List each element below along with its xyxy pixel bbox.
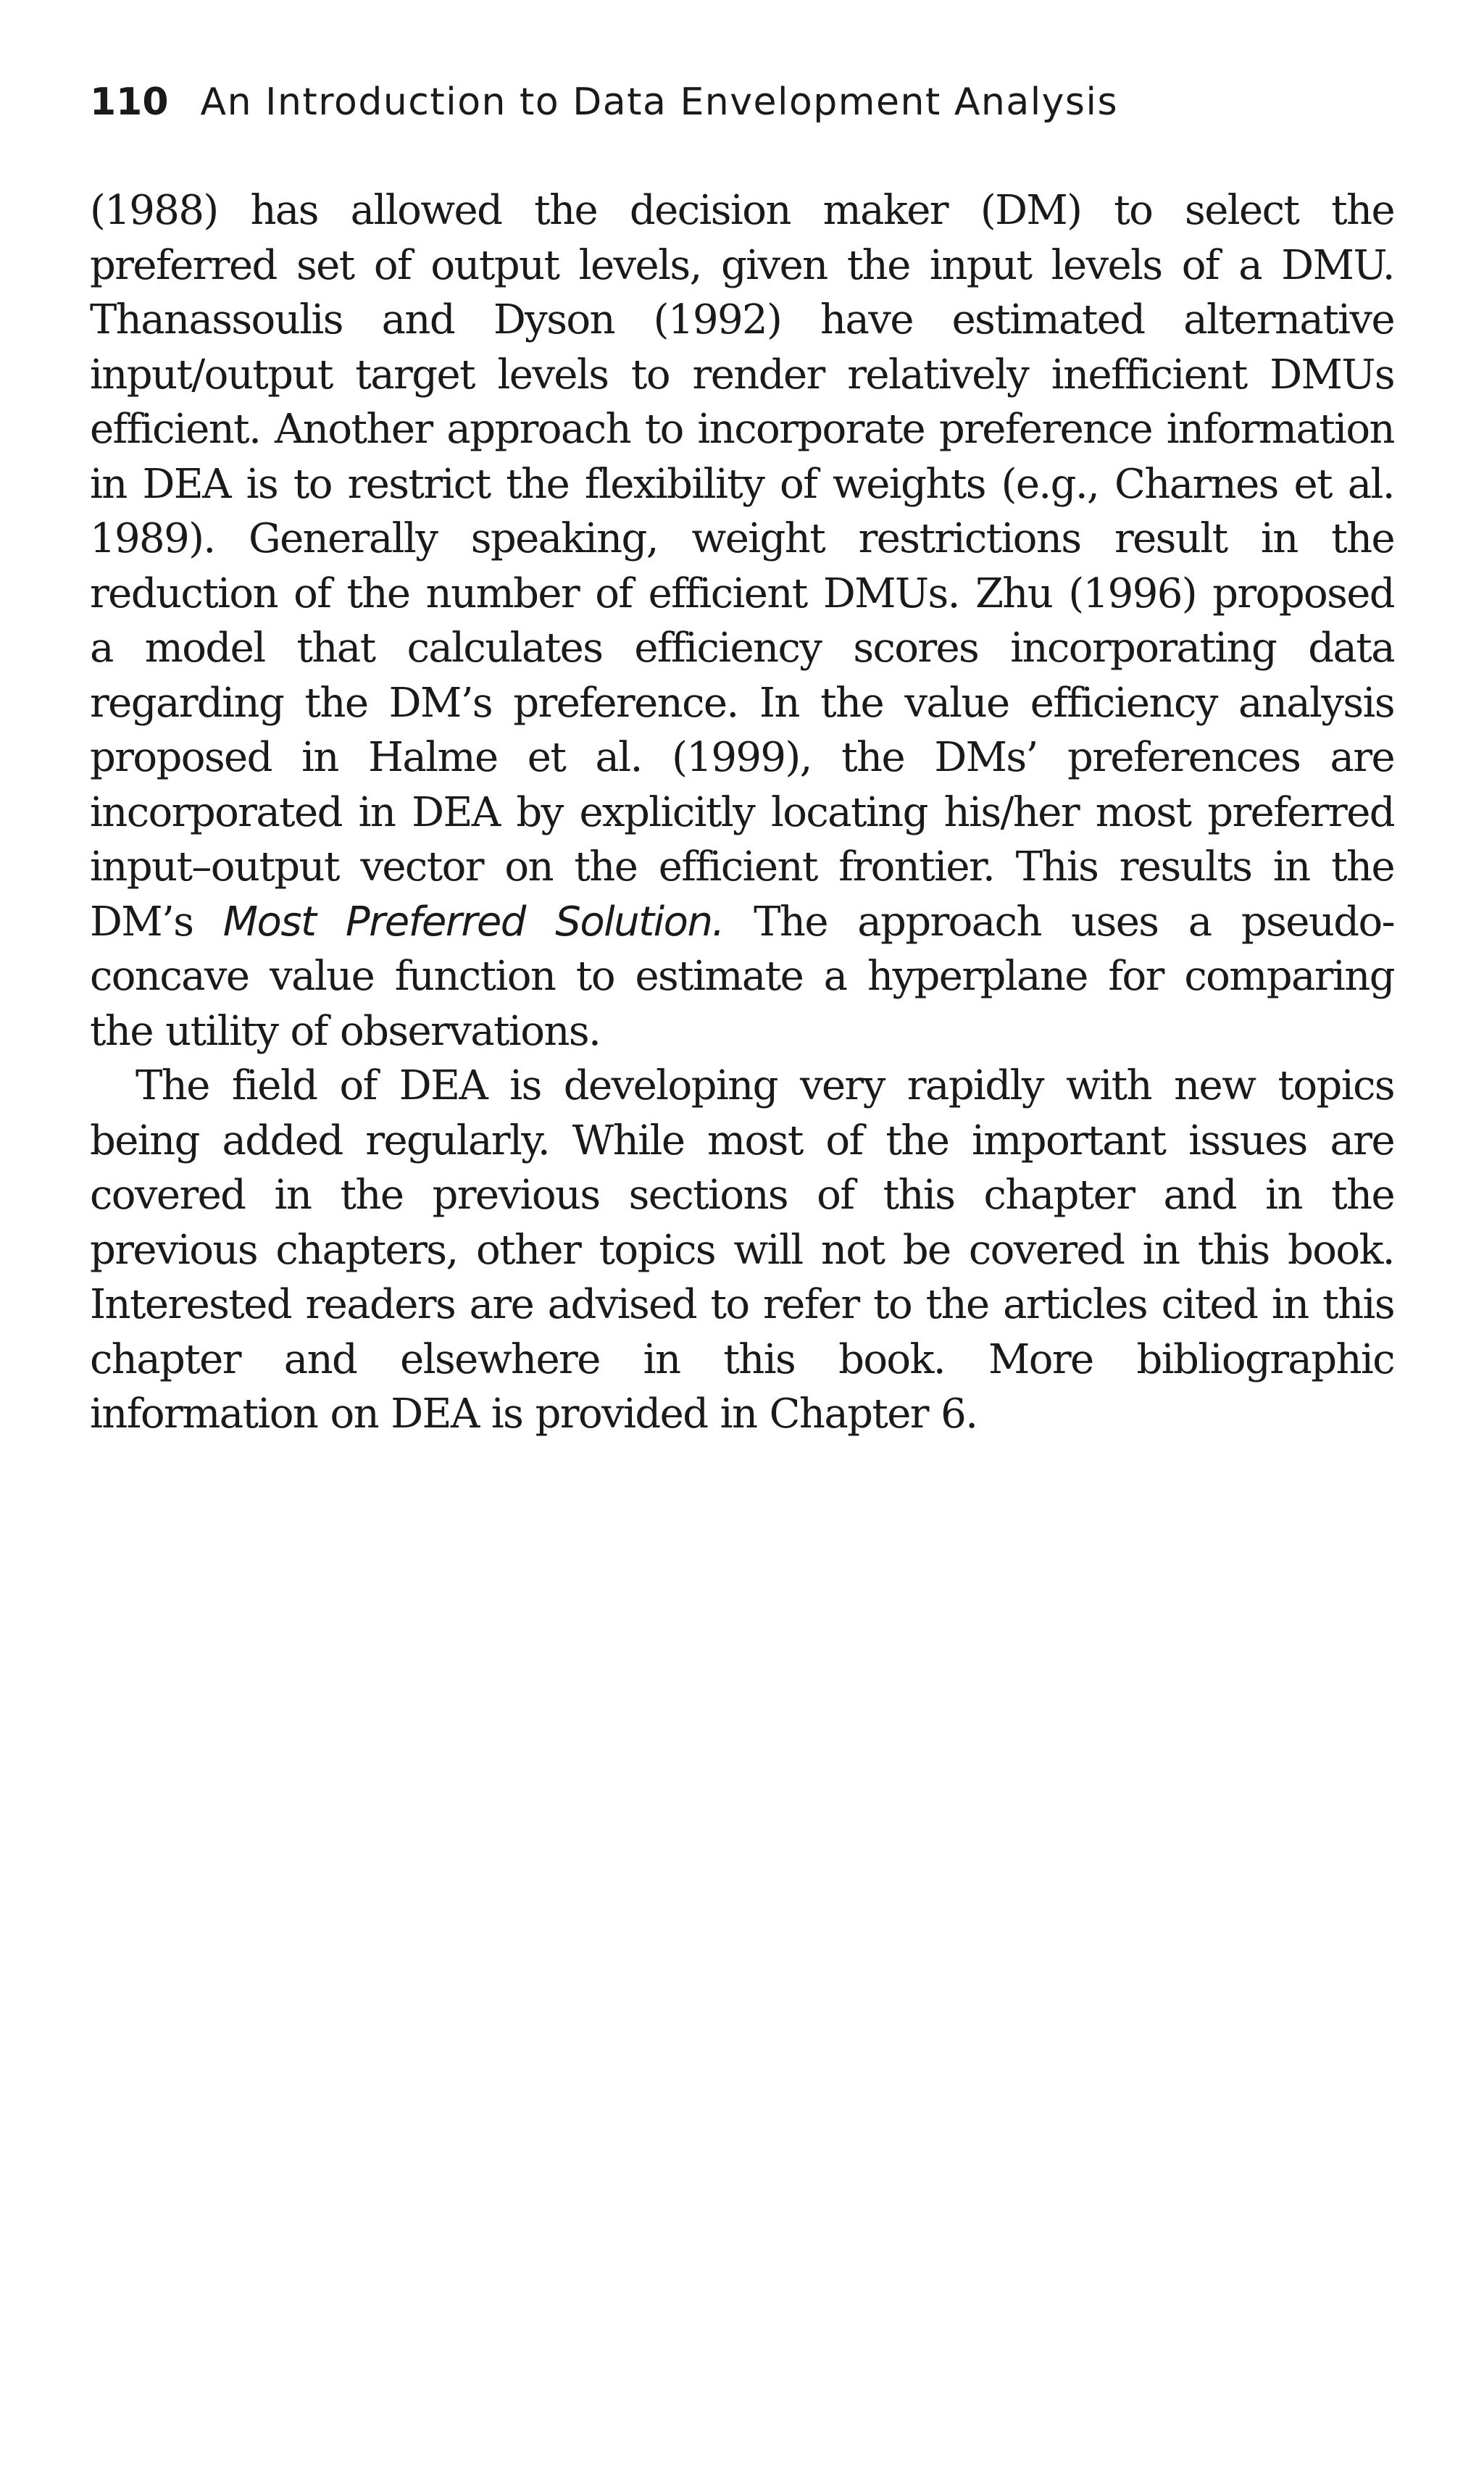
page-number: 110 bbox=[90, 80, 169, 124]
emphasized-term: Most Preferred Solution. bbox=[222, 898, 724, 946]
book-title: An Introduction to Data Envelopment Analysis bbox=[200, 80, 1119, 124]
body-text bbox=[90, 183, 1394, 1442]
paragraph-continued bbox=[90, 183, 1394, 1059]
running-head bbox=[90, 77, 1118, 128]
paragraph-text: The approach uses a pseudo-concave value function to estimate a hyperplane for comparing the utility of observations. bbox=[90, 898, 1394, 1055]
paragraph: The field of DEA is developing very rapidly with new topics being added regularly. While most of the important issues are covered in the previous sections of this chapter and in the previous chapters, other topics will not be covered in this book. Interested readers are advised to refer to the articles cited in this chapter and elsewhere in this book. More bibliographic information on DEA is provided in Chapter 6. bbox=[90, 1062, 1394, 1438]
paragraph-text: (1988) has allowed the decision maker (DM) to select the preferred set of output levels, given the input levels of a DMU. Thanassoulis and Dyson (1992) have estimated alternative input/output target levels to render relatively inefficient DMUs efficient. Another approach to incorporate preference information in DEA is to restrict the flexibility of weights (e.g., Charnes et al. 1989). Generally speaking, weight restrictions result in the reduction of the number of efficient DMUs. Zhu (1996) proposed a model that calculates efficiency scores incorporating data regarding the DM’s preference. In the value efficiency analysis proposed in Halme et al. (1999), the DMs’ preferences are incorporated in DEA by explicitly locating his/her most preferred input–output vector on the efficient frontier. This results in the DM’s bbox=[90, 187, 1394, 946]
